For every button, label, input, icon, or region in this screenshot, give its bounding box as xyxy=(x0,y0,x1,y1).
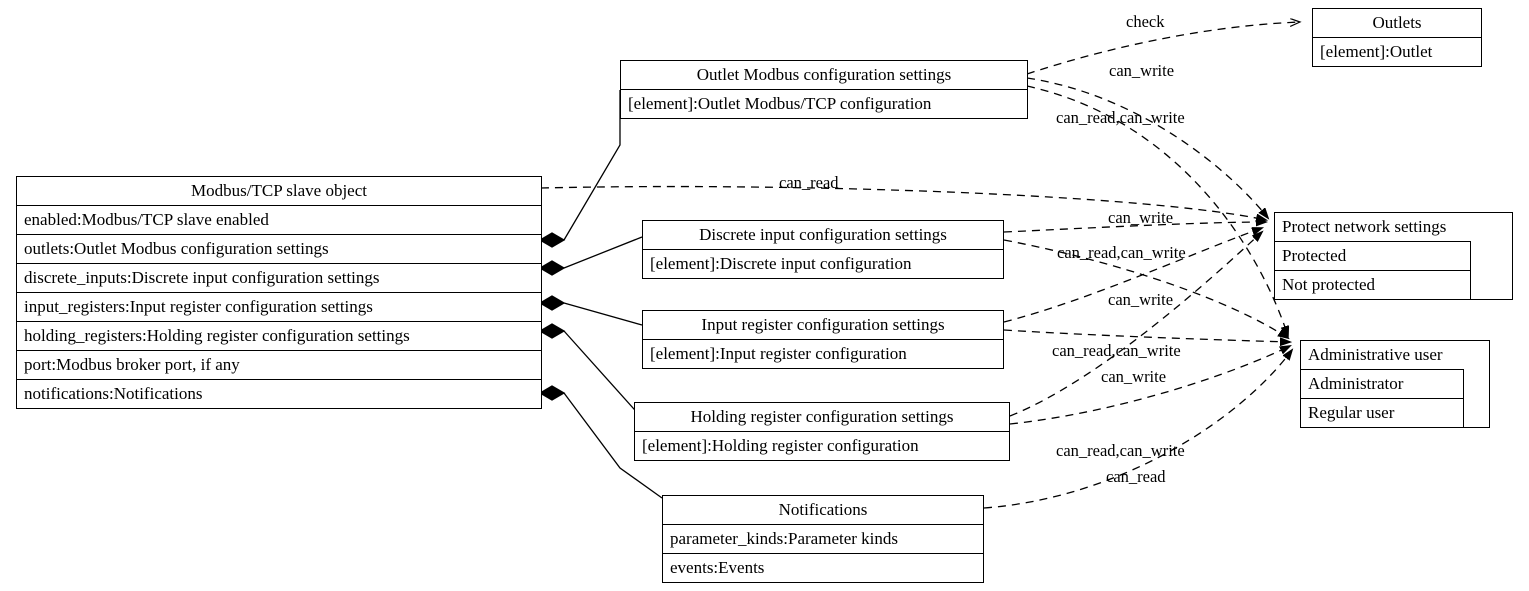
node-attribute: parameter_kinds:Parameter kinds xyxy=(663,524,983,553)
node-outlet-modbus-configuration-settings[interactable] xyxy=(620,60,1028,119)
node-attribute: Regular user xyxy=(1301,398,1464,427)
node-attribute: holding_registers:Holding register configuration settings xyxy=(17,321,541,350)
edge-label-can-write: can_write xyxy=(1101,367,1167,386)
edge-label-can-read-can-write: can_read,can_write xyxy=(1056,441,1185,460)
node-holding-register-configuration-settings[interactable] xyxy=(634,402,1010,461)
node-attribute: input_registers:Input register configuration settings xyxy=(17,292,541,321)
node-attribute: Administrator xyxy=(1301,369,1464,398)
node-protect-network-settings[interactable] xyxy=(1274,212,1513,300)
node-title: Protect network settings xyxy=(1282,217,1447,236)
node-attribute: [element]:Outlet Modbus/TCP configuration xyxy=(621,89,1027,118)
node-administrative-user[interactable] xyxy=(1300,340,1490,428)
node-attribute: [element]:Outlet xyxy=(1313,37,1481,66)
edge-label-check: check xyxy=(1126,12,1165,31)
node-attribute: Protected xyxy=(1275,241,1471,270)
node-attribute: notifications:Notifications xyxy=(17,379,541,408)
edge-label-can-write: can_write xyxy=(1108,290,1174,309)
edge-label-can-read-can-write: can_read,can_write xyxy=(1052,341,1181,360)
node-title: Modbus/TCP slave object xyxy=(191,181,367,200)
node-attribute: port:Modbus broker port, if any xyxy=(17,350,541,379)
edge-label-can-read-can-write: can_read,can_write xyxy=(1057,243,1186,262)
node-title: Input register configuration settings xyxy=(701,315,945,334)
node-title: Administrative user xyxy=(1308,345,1443,364)
node-notifications[interactable] xyxy=(662,495,984,583)
node-attribute: Not protected xyxy=(1275,270,1471,299)
node-modbus-tcp-slave-object[interactable] xyxy=(16,176,542,409)
node-attribute: enabled:Modbus/TCP slave enabled xyxy=(17,205,541,234)
node-outlets[interactable] xyxy=(1312,8,1482,67)
node-attribute: [element]:Input register configuration xyxy=(643,339,1003,368)
edge-label-can-write: can_write xyxy=(1109,61,1175,80)
node-attribute: outlets:Outlet Modbus configuration settings xyxy=(17,234,541,263)
node-attribute: events:Events xyxy=(663,553,983,582)
edge-label-can-read-can-write: can_read,can_write xyxy=(1056,108,1185,127)
node-title: Outlets xyxy=(1372,13,1422,32)
node-title: Discrete input configuration settings xyxy=(699,225,947,244)
node-discrete-input-configuration-settings[interactable] xyxy=(642,220,1004,279)
edge-label-can-read: can_read xyxy=(1106,467,1166,486)
node-title: Notifications xyxy=(778,500,868,519)
edge-label-can-write: can_write xyxy=(1108,208,1174,227)
edge-label-can-read: can_read xyxy=(779,173,839,192)
node-attribute: [element]:Holding register configuration xyxy=(635,431,1009,460)
node-attribute: [element]:Discrete input configuration xyxy=(643,249,1003,278)
node-title: Holding register configuration settings xyxy=(690,407,954,426)
node-title: Outlet Modbus configuration settings xyxy=(696,65,952,84)
node-input-register-configuration-settings[interactable] xyxy=(642,310,1004,369)
node-attribute: discrete_inputs:Discrete input configuration settings xyxy=(17,263,541,292)
